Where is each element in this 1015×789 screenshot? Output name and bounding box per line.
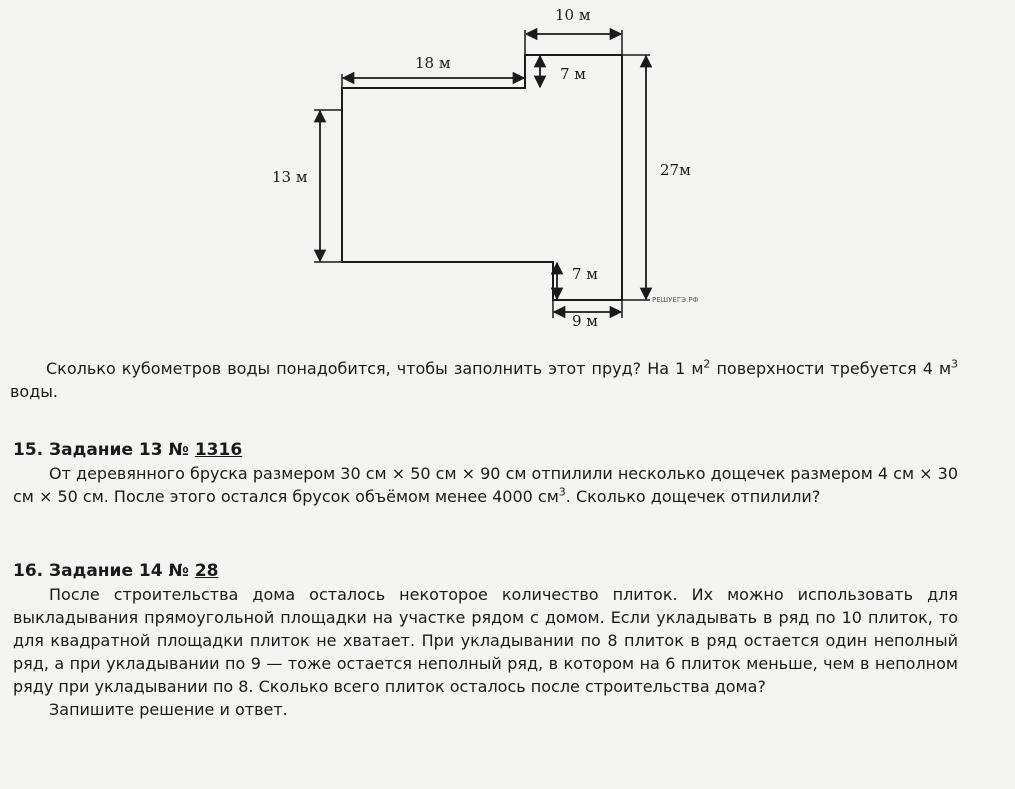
task-15-text <box>13 462 958 508</box>
label-left-height: 13 м <box>272 168 308 186</box>
task-15-text-part1: От деревянного бруска размером 30 см × 50 см × 90 см отпилили несколько дощечек размером 4 см × 30 см × 50 см. После этого остался брусок объёмом менее 4000 см <box>13 464 958 506</box>
pond-question-part2: поверхности требуется 4 м <box>710 359 952 378</box>
pond-question-part3: воды. <box>10 382 58 401</box>
task-16 <box>13 560 958 721</box>
pond-question-sup2: 3 <box>951 357 959 371</box>
pond-diagram <box>0 0 1015 340</box>
label-bottom-notch-height: 7 м <box>572 265 598 283</box>
task-16-title <box>13 560 958 583</box>
task-15-sup: 3 <box>558 485 566 499</box>
task-15-title-prefix: 15. Задание 13 № <box>13 440 195 460</box>
pond-question-sup1: 2 <box>703 357 711 371</box>
pond-outline <box>342 55 622 300</box>
task-16-title-prefix: 16. Задание 14 № <box>13 561 195 581</box>
task-16-number-link[interactable]: 28 <box>194 561 219 581</box>
task-15-text-part2: . Сколько дощечек отпилили? <box>565 487 821 506</box>
label-upper-left-width: 18 м <box>415 54 451 72</box>
task-16-instruction: Запишите решение и ответ. <box>49 700 288 719</box>
label-top-width: 10 м <box>555 6 591 24</box>
task-15 <box>13 439 958 508</box>
label-top-notch-height: 7 м <box>560 65 586 83</box>
task-16-text: После строительства дома осталось некоторое количество плиток. Их можно использовать для выкладывания прямоугольной площадки на участке рядом с домом. Если укладывать в ряд по 10 плиток, то для квадратной площадки плиток не хватает. При укладывании по 8 плиток в ряд остается один неполный ряд, а при укладывании по 9 — тоже остается неполный ряд, в котором на 6 плиток меньше, чем в неполном ряду при укладывании по 8. Сколько всего плиток осталось после строительства дома? <box>13 585 958 696</box>
task-15-number-link[interactable]: 1316 <box>194 440 243 460</box>
pond-question <box>10 357 958 403</box>
watermark: РЕШУЕГЭ.РФ <box>652 296 699 304</box>
label-bottom-width: 9 м <box>572 312 598 330</box>
pond-question-part1: Сколько кубометров воды понадобится, чтобы заполнить этот пруд? На 1 м <box>46 359 704 378</box>
label-right-height: 27м <box>660 161 691 179</box>
task-15-title <box>13 439 958 462</box>
